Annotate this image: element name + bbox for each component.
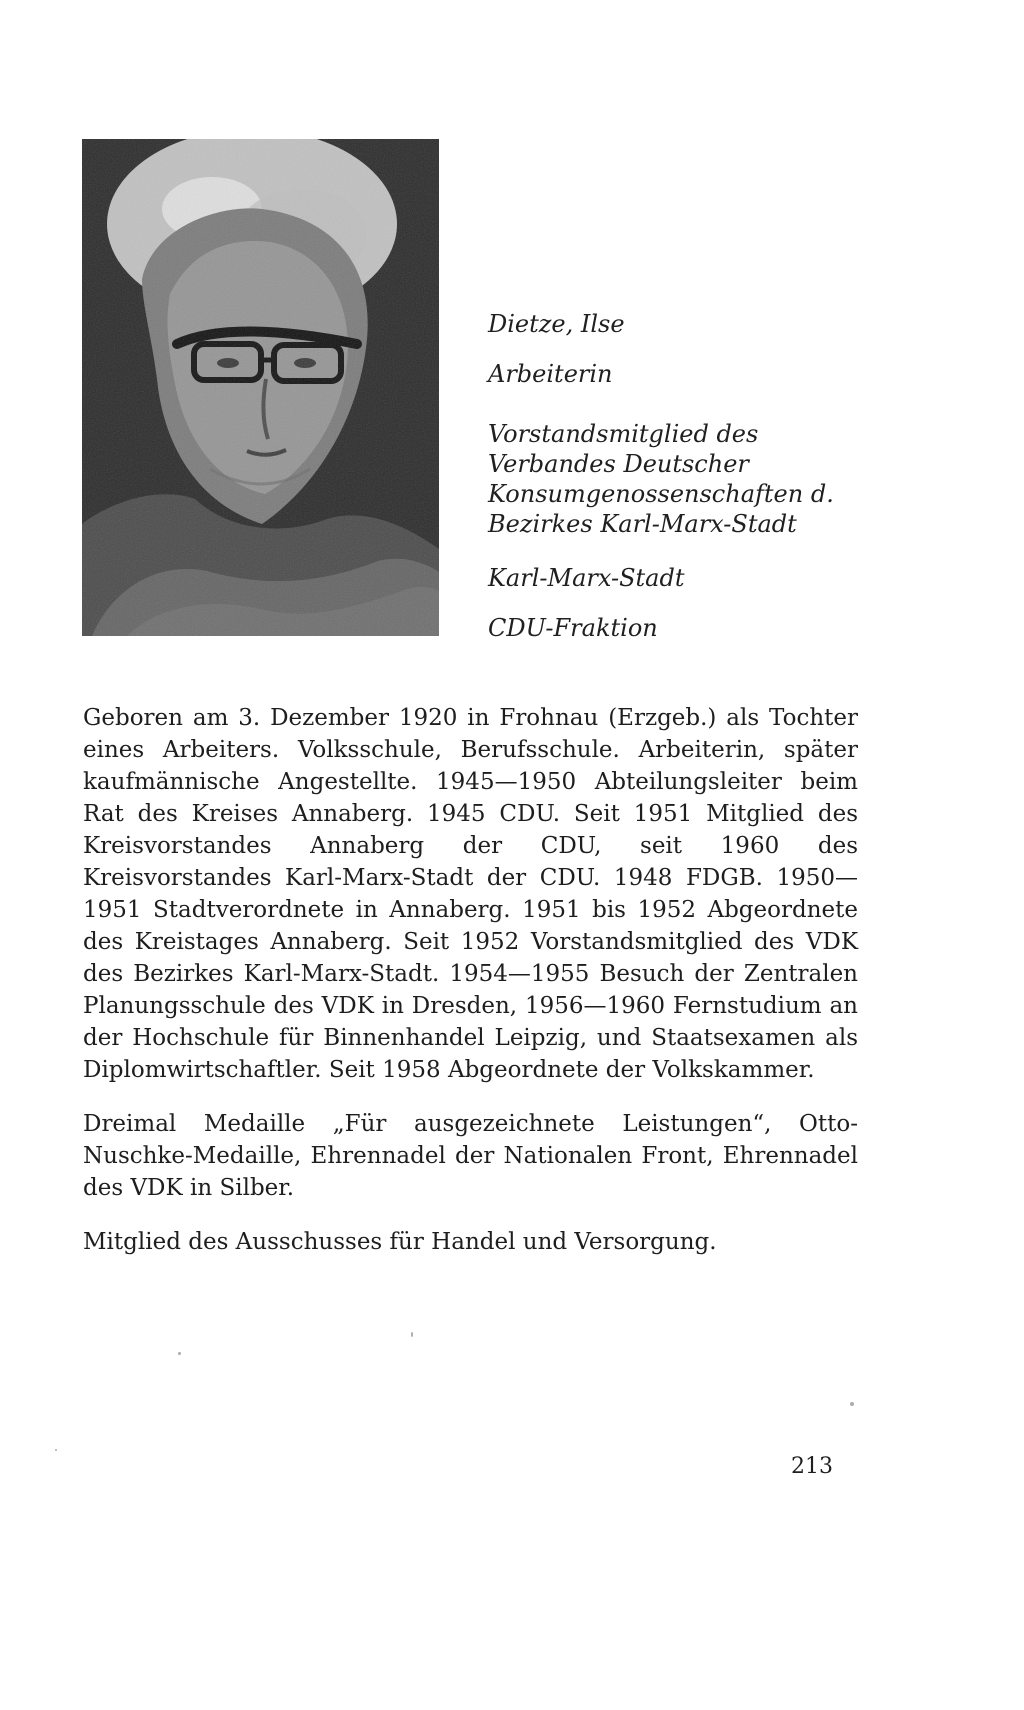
speck	[55, 1449, 57, 1451]
biography-paragraph-3: Mitglied des Ausschusses für Handel und Versorgung.	[83, 1229, 717, 1255]
faction: CDU-Fraktion	[488, 614, 658, 642]
position-line-1: Vorstandsmitglied des	[488, 420, 759, 448]
speck	[850, 1402, 854, 1406]
position-line-3: Konsumgenossenschaften d.	[488, 480, 834, 508]
biography	[83, 702, 858, 1280]
occupation: Arbeiterin	[488, 360, 613, 388]
speck	[178, 1352, 181, 1355]
speck	[411, 1332, 413, 1337]
page-number: 213	[791, 1454, 833, 1479]
position-line-4: Bezirkes Karl-Marx-Stadt	[488, 510, 797, 538]
location: Karl-Marx-Stadt	[488, 564, 685, 592]
biography-paragraph-2: Dreimal Medaille „Für ausgezeichnete Leistungen“, Otto-Nuschke-Medaille, Ehrennadel der Nationalen Front, Ehrennadel des VDK in Silber.	[83, 1111, 858, 1201]
portrait-photo	[82, 139, 439, 636]
person-name: Dietze, Ilse	[488, 310, 625, 338]
position-line-2: Verbandes Deutscher	[488, 450, 749, 478]
portrait-illustration	[82, 139, 439, 636]
biography-paragraph-1: Geboren am 3. Dezember 1920 in Frohnau (Erzgeb.) als Tochter eines Arbeiters. Volksschule, Berufsschule. Arbeiterin, später kaufmännische Angestellte. 1945—1950 Abteilungsleiter beim Rat des Kreises Annaberg. 1945 CDU. Seit 1951 Mitglied des Kreisvorstandes Annaberg der CDU, seit 1960 des Kreisvorstandes Karl-Marx-Stadt der CDU. 1948 FDGB. 1950—1951 Stadtverordnete in Annaberg. 1951 bis 1952 Abgeordnete des Kreistages Annaberg. Seit 1952 Vorstandsmitglied des VDK des Bezirkes Karl-Marx-Stadt. 1954—1955 Besuch der Zentralen Planungsschule des VDK in Dresden, 1956—1960 Fernstudium an der Hochschule für Binnenhandel Leipzig, und Staatsexamen als Diplomwirtschaftler. Seit 1958 Abgeordnete der Volkskammer.	[83, 705, 858, 1083]
